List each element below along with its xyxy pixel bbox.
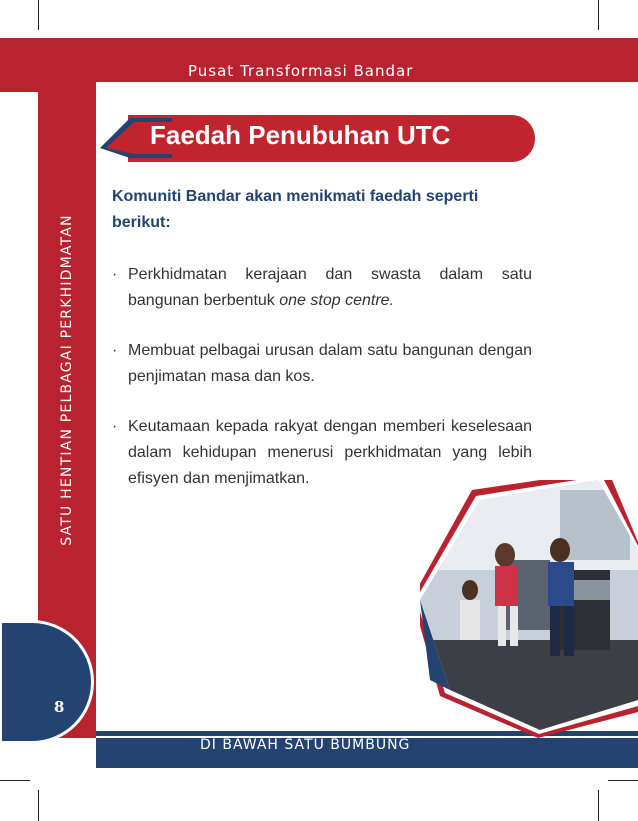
list-item-text: Perkhidmatan kerajaan dan swasta dalam satu bangunan berbentuk — [128, 266, 532, 309]
list-item-italic: one stop centre. — [279, 292, 394, 309]
bullet-icon: · — [112, 266, 118, 283]
sidebar-divider — [96, 92, 102, 738]
footer-title: DI BAWAH SATU BUMBUNG — [200, 737, 411, 753]
header-band-bleed — [0, 38, 38, 92]
crop-mark — [608, 780, 638, 781]
list-item-text: Membuat pelbagai urusan dalam satu bangunan dengan penjimatan masa dan kos. — [128, 342, 532, 385]
bullet-icon: · — [112, 342, 118, 359]
list-item-text: Keutamaan kepada rakyat dengan memberi keselesaan dalam kehidupan menerusi perkhidmatan yang lebih efisyen dan menjimatkan. — [128, 418, 532, 487]
header-title: Pusat Transformasi Bandar — [188, 62, 414, 80]
sidebar-vertical-title: SATU HENTIAN PELBAGAI PERKHIDMATAN — [59, 214, 75, 546]
intro-text: Komuniti Bandar akan menikmati faedah seperti berikut: — [112, 188, 479, 231]
list-item — [112, 262, 532, 314]
page-title: Faedah Penubuhan UTC — [150, 120, 451, 150]
crop-mark — [598, 790, 599, 821]
crop-mark — [598, 0, 599, 30]
list-item — [112, 338, 532, 390]
benefit-list — [112, 262, 532, 516]
gym-photo — [420, 480, 638, 738]
bullet-icon: · — [112, 418, 118, 435]
page-number: 8 — [54, 698, 65, 716]
crop-mark — [38, 0, 39, 30]
header-divider — [88, 82, 638, 94]
crop-mark — [0, 780, 30, 781]
crop-mark — [38, 790, 39, 821]
